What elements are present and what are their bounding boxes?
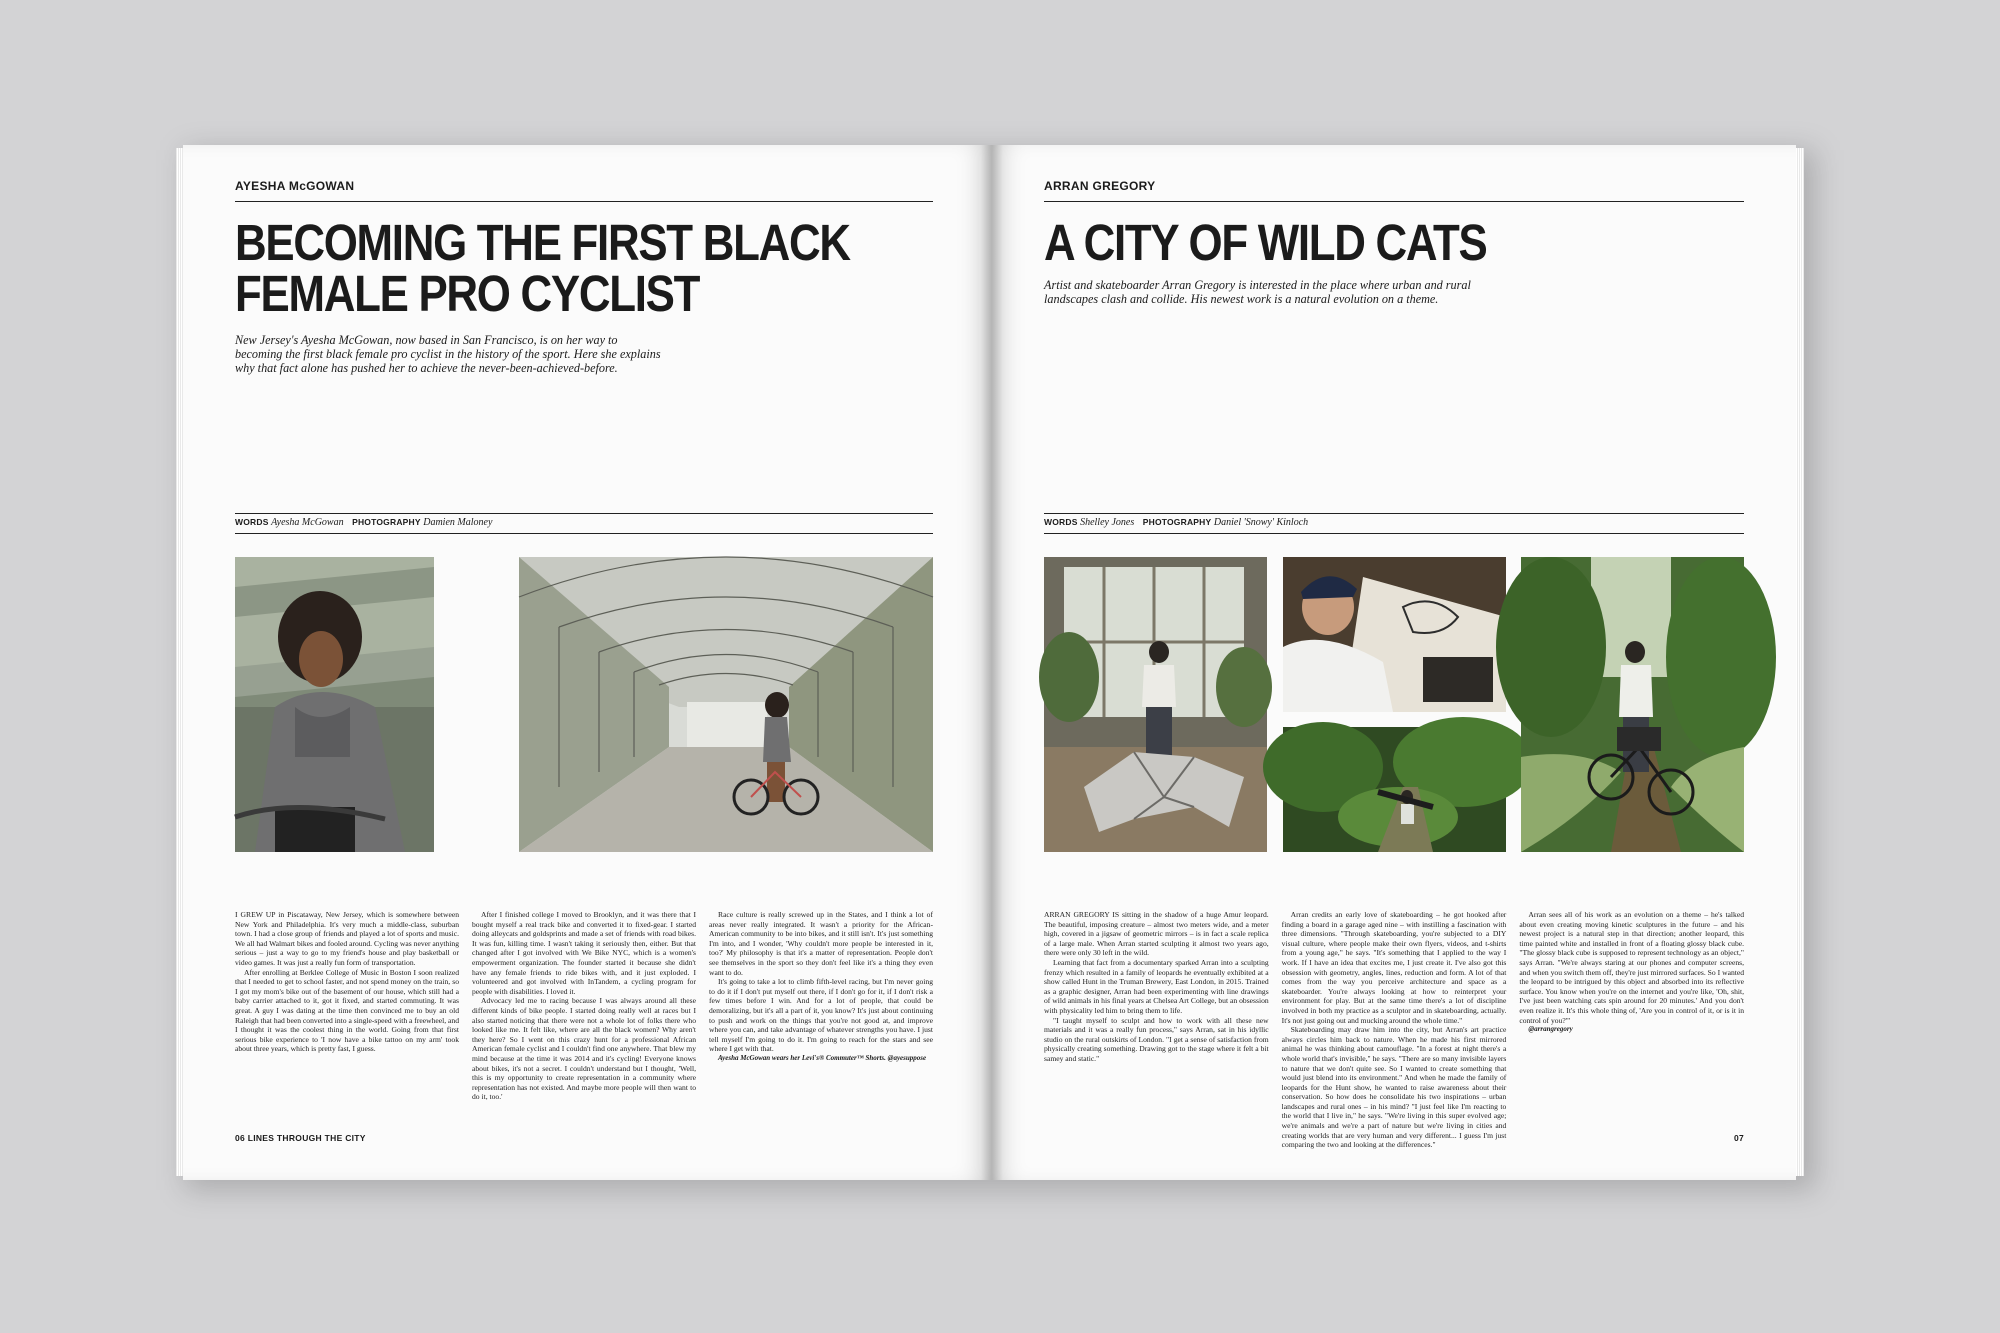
left-words-label: WORDS [235,517,269,527]
left-page-content [235,145,933,1180]
right-body-paragraph-3: "I taught myself to sculpt and how to work with all these new materials and it was a really fun process," says Arran, sat in his idyllic studio on the rural outskirts of London. "I get a sense of satisfaction from physically creating something. Drawing got to the stage where it felt a bit samey and static." [1044,1015,1269,1063]
left-photo-caption: Ayesha McGowan wears her Levi's® Commuter™ Shorts. @ayesuppose [718,1053,927,1062]
left-credits-rule-bottom [235,533,933,534]
left-body-columns [235,910,933,1120]
left-body-paragraph-1: I GREW UP in Piscataway, New Jersey, which is somewhere between New York and Philadelphia. It's very much a middle-class, suburban town. I had a close group of friends and played a lot of sports and music. We all had Walmart bikes and fooled around. Cycling was never anything serious – just a way to go to my friend's house and play basketball or video games. It was just a really fun form of transportation. [235,910,459,967]
left-body-paragraph-2: After enrolling at Berklee College of Music in Boston I soon realized that I needed to get to school faster, and not spend money on the train, so I got my mom's bike out of the basement of our house, which still had a baby carrier attached to it, got it fixed, and started commuting. It was great. A guy I was dating at the time then convinced me to buy an old Raleigh that had been converted into a single-speed with a freewheel, and I thought it was the coolest thing in the world. Going from that first serious bike experience to 'I now have a bike tattoo on my arm' took about three years, which is pretty fast, I guess. [235,967,459,1054]
right-credits [1044,517,1314,528]
right-body-paragraph-6: Arran sees all of his work as an evolution on a theme – he's talked about even creating moving kinetic sculptures in the future – and his newest project is a natural step in that direction; another leopard, this time painted white and installed in front of a floating glossy black cube. "The glossy black cube is supposed to represent technology as an object," says Arran. "We're always staring at our phones and computer screens, and when you switch them off, they're just mirrored surfaces. So I wanted the leopard to be intrigued by this object and absorbed into its reflective surface. You know when you're on the internet and you're like, 'Oh, shit, I've just been watching cats spin around for 20 minutes.' And you don't even realize it. It's this whole thing of, 'Are you in control of it, or is it in control of you?'" [1519,910,1745,1025]
cyclist-portrait-photo [235,557,434,852]
left-words-name: Ayesha McGowan [271,517,344,528]
left-photo-label: PHOTOGRAPHY [352,517,421,527]
right-body-column-1 [1044,910,1269,1120]
right-folio: 07 [1733,1133,1744,1143]
right-headline: A CITY OF WILD CATS [1044,214,1487,271]
left-body-paragraph-4: Advocacy led me to racing because I was always around all these different kinds of bike people. I started doing really well at races but I also started noticing that there were not a whole lot of folks there who looked like me. It felt like, where are all the black women? Why aren't they here? So I went on this crazy hunt for a professional African American female cyclist and I couldn't find one anywhere. That blew my mind because at the time it was 2014 and it's cycling! Everyone knows about bikes, it's not a secret. I couldn't understand but I thought, 'Well, this is my opportunity to create representation in a community where representation has not existed. And maybe more people will then want to do it, too.' [472,996,696,1102]
left-folio: 06 LINES THROUGH THE CITY [235,1133,366,1143]
man-with-bike-photo [1521,557,1744,852]
left-kicker: AYESHA McGOWAN [235,179,355,193]
right-words-name: Shelley Jones [1080,517,1135,528]
studio-leopard-photo [1044,557,1267,852]
right-words-label: WORDS [1044,517,1078,527]
right-page [991,145,1796,1180]
left-body-paragraph-3: After I finished college I moved to Brooklyn, and it was there that I bought myself a real track bike and converted it to fixed-gear. I started doing alleycats and goldsprints and made a set of friends with road bikes. It was fun, killing time. I wasn't taking it seriously then, either. But that changed after I got involved with We Bike NYC, which is a women's empowerment organization. The founder started it because she didn't have any female friends to ride bikes with, and it just exploded. I volunteered and got involved with InTandem, a cycling program for people with disabilities. I loved it. [472,910,696,996]
left-body-column-2 [472,910,696,1120]
left-headline-line1: BECOMING THE FIRST BLACK [235,214,850,271]
right-body-paragraph-1: ARRAN GREGORY IS sitting in the shadow of a huge Amur leopard. The beautiful, imposing creature – almost two meters wide, and a meter high, covered in a jigsaw of geometric mirrors – is in fact a scale replica of a large male. When Arran started sculpting it almost two years ago, there were only 30 left in the wild. [1044,910,1269,958]
right-photo-caption: @arrangregory [1528,1025,1573,1034]
right-body-paragraph-4: Arran credits an early love of skateboarding – he got hooked after finding a board in a garage aged nine – with instilling a fascination with three dimensions. "Through skateboarding, you're subjected to a DIY visual culture, where people make their own flyers, videos, and t-shirts from a young age," he says. "It's something that I applied to the way I work. If I have an idea that excites me, I just create it. I've also got this obsession with geometry, angles, lines, reduction and form. A lot of that comes from the way you perceive architecture and space as a skateboarder. You're always looking at how to reinterpret your environment for play. But at the same time there's a lot of discipline involved in both my practice as a sculptor and in skateboarding, actually. It's not just going out and mucking around the whole time." [1281,910,1507,1025]
right-photo-name: Daniel 'Snowy' Kinloch [1213,517,1309,528]
left-headline-line2: FEMALE PRO CYCLIST [235,265,700,322]
right-credits-rule-bottom [1044,533,1744,534]
right-page-content [1044,145,1744,1180]
left-headline [235,214,850,322]
left-page [183,145,991,1180]
right-body-column-2 [1281,910,1507,1150]
spine-fold [981,145,1003,1180]
left-body-paragraph-5: Race culture is really screwed up in the States, and I think a lot of areas never really integrated. It wasn't a priority for the African-American community to be into bikes, and it still isn't. It's just something I'm into, and I wonder, 'Why couldn't more people be interested in it, too?' My philosophy is that it's a matter of representation. People don't see themselves in the sport so they don't feel like it's a thing they even want to do. [709,910,933,977]
left-photo-name: Damien Maloney [423,517,493,528]
left-body-column-3 [709,910,933,1120]
left-body-paragraph-6: It's going to take a lot to climb fifth-level racing, but I'm never going to do it if I don't put myself out there, if I don't go for it, if I don't risk a few times before I win. And for a lot of people, that could be demoralizing, but it's all a part of it, you know? It's just about continuing to push and work on the things that you're not good at, and improve where you can, and take advantage of whatever strengths you have. I just tell myself I'm going to do it. I'm going to reach for the stars and see where I get with that. [709,977,933,1054]
right-photo-label: PHOTOGRAPHY [1142,517,1212,527]
left-credits [235,517,498,528]
left-body-column-1 [235,910,459,1120]
right-kicker: ARRAN GREGORY [1044,179,1156,193]
left-standfirst: New Jersey's Ayesha McGowan, now based in San Francisco, is on her way to becoming the first black female pro cyclist in the history of the sport. Here she explains why that fact alone has pushed her to achieve the never-been-achieved-before. [235,333,661,375]
right-body-paragraph-5: Skateboarding may draw him into the city, but Arran's art practice always circles him back to nature. When he made his first mirrored animal he was thinking about camouflage. "In a forest at night there's a whole world that's invisible," he says. "There are so many invisible layers to nature that we don't quite see. So I wanted to create something that would just blend into its environment." And when he made the family of leopards for the Hunt show, he wanted to raise awareness about their conservation. So how does he consolidate his two inspirations – urban landscapes and rural ones – in his mind? "I just feel like I'm reacting to the world that I live in," he says. "We're living in this super evolved age; we're animals and we're a part of nature but we're living in cities and creating worlds that are very human and very different... I guess I'm just comparing the two and looking at the differences." [1281,1025,1507,1150]
artist-drawing-photo [1283,557,1506,712]
right-standfirst: Artist and skateboarder Arran Gregory is interested in the place where urban and rural landscapes clash and collide. His newest work is a natural evolution on a theme. [1044,278,1471,306]
right-credits-rule [1044,513,1744,514]
right-top-rule [1044,201,1744,202]
left-credits-rule [235,513,933,514]
left-top-rule [235,201,933,202]
cyclist-bridge-photo [519,557,933,852]
right-body-paragraph-2: Learning that fact from a documentary sparked Arran into a sculpting frenzy which resulted in a family of leopards he eventually exhibited at a show called Hunt in the Truman Brewery, East London, in 2015. Trained as a graphic designer, Arran had been experimenting with line drawings of wild animals in his final years at Chelsea Art College, but an obsession with physicality led him to bring them to life. [1044,957,1269,1015]
forest-ride-photo [1283,727,1506,852]
right-body-column-3 [1519,910,1744,1120]
page-stack-right [1795,148,1804,1176]
